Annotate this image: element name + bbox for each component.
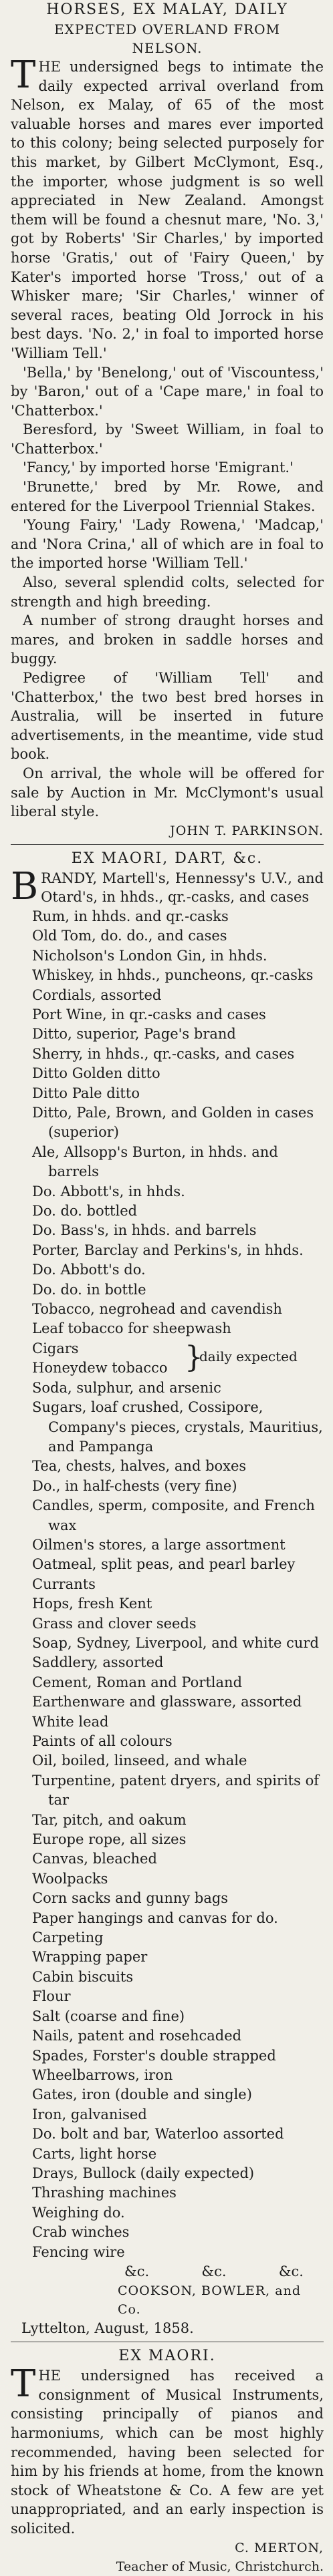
list-item: Do. Abbott's, in hhds. xyxy=(32,1183,185,1200)
list-item: Gates, iron (double and single) xyxy=(32,2086,252,2103)
list-item: Soda, sulphur, and arsenic xyxy=(32,1379,221,1396)
list-item: Canvas, bleached xyxy=(32,1851,157,1867)
horses-paragraph-4: 'Fancy,' by imported horse 'Emigrant.' xyxy=(23,459,294,476)
list-item: Sherry, in hhds., qr.-casks, and cases xyxy=(32,1045,295,1062)
list-item: Currants xyxy=(32,1576,96,1592)
dart-advertisement xyxy=(11,849,324,2338)
horses-paragraph-8: A number of strong draught horses and mares, and broken in saddle horses and buggy. xyxy=(11,612,324,667)
list-item: Salt (coarse and fine) xyxy=(32,2008,185,2024)
list-item: White lead xyxy=(32,1713,109,1730)
list-item: Earthenware and glassware, assorted xyxy=(32,1694,302,1710)
horses-paragraph-2: 'Bella,' by 'Benelong,' out of 'Viscountess,' by 'Baron,' out of a 'Cape mare,' in foal to 'Chatterbox.' xyxy=(11,364,324,419)
list-item: Ditto Golden ditto xyxy=(32,1065,160,1082)
list-item: Candles, sperm, composite, and French wax xyxy=(32,1497,315,1533)
list-item: Corn sacks and gunny bags xyxy=(32,1890,229,1907)
dart-dropcap: B xyxy=(11,864,39,908)
list-item: Cement, Roman and Portland xyxy=(32,1674,243,1690)
list-item: Do. bolt and bar, Waterloo assorted xyxy=(32,2126,284,2143)
list-item: Paints of all colours xyxy=(32,1733,173,1749)
list-item: Old Tom, do. do., and cases xyxy=(32,928,227,944)
list-item: Wrapping paper xyxy=(32,1949,148,1966)
horses-paragraph-3: Beresford, by 'Sweet William, in foal to 'Chatterbox.' xyxy=(11,421,324,457)
etc-mark: &c. xyxy=(278,2263,304,2279)
list-item: Nicholson's London Gin, in hhds. xyxy=(32,947,267,964)
list-item: Grass and clover seeds xyxy=(32,1615,197,1632)
horses-paragraph-6: 'Young Fairy,' 'Lady Rowena,' 'Madcap,' and 'Nora Crina,' all of which are in foal to the imported horse 'William Tell.' xyxy=(11,517,324,572)
horses-paragraph-9: Pedigree of 'William Tell' and 'Chatterbox,' the two best bred horses in Australia, will be inserted in future advertisements, in the meantime, vide stud book. xyxy=(11,670,324,763)
list-item: Crab winches xyxy=(32,2224,130,2241)
horses-paragraph-1: HE undersigned begs to intimate the daily expected arrival overland from Nelson, ex Malay, of 65 of the most valuable horses and mares ever imported to this colony; being selected purposely for this market, by Gilbert McClymont, Esq., the importer, whose judgment is so well appreciated in New Zealand. Amongst them will be found a chesnut mare, 'No. 3,' got by Roberts' 'Sir Charles,' by imported horse 'Gratis,' out of 'Fairy Queen,' by Kater's imported horse 'Tross,' out of a Whisker mare; 'Sir Charles,' winner of several races, beating Old Jorrock in his best days. 'No. 2,' in foal to imported horse 'William Tell.' xyxy=(11,59,324,361)
horses-paragraph-10: On arrival, the whole will be offered for sale by Auction in Mr. McClymont's usual liberal style. xyxy=(11,765,324,820)
list-item: Do. do. bottled xyxy=(32,1203,138,1220)
list-item: Nails, patent and rosehcaded xyxy=(32,2028,242,2044)
list-item: Flour xyxy=(32,1988,71,2005)
list-item: Carpeting xyxy=(32,1929,104,1946)
list-item: Wheelbarrows, iron xyxy=(32,2066,173,2083)
music-body-text: HE undersigned has received a consignment of Musical Instruments, consisting principally of pianos and harmoniums, which can be most highly recommended, having been selected for him by his friends at home, from the known stock of Wheatstone & Co. A few are yet unappropriated, and an early inspection is solicited. xyxy=(11,2368,324,2537)
list-item: Spades, Forster's double strapped xyxy=(32,2047,276,2064)
horses-title: HORSES, EX MALAY, DAILY xyxy=(46,1,288,18)
dart-dateline: Lyttelton, August, 1858. xyxy=(21,2320,194,2336)
list-item: Cordials, assorted xyxy=(32,986,162,1003)
list-item: Tobacco, negrohead and cavendish xyxy=(32,1301,282,1318)
list-item: Do. Abbott's do. xyxy=(32,1262,146,1278)
list-item: Hops, fresh Kent xyxy=(32,1596,152,1612)
horses-paragraph-7: Also, several splendid colts, selected for strength and high breeding. xyxy=(11,574,324,610)
brace-icon: } xyxy=(185,1340,203,1374)
etc-line xyxy=(11,2262,324,2281)
list-item: Woolpacks xyxy=(32,1870,108,1887)
dart-signature: COOKSON, BOWLER, and Co. xyxy=(118,2283,301,2317)
horses-advertisement xyxy=(11,0,324,840)
list-item: Drays, Bullock (daily expected) xyxy=(32,2165,255,2181)
list-item: Porter, Barclay and Perkins's, in hhds. xyxy=(32,1242,304,1258)
list-item: Weighing do. xyxy=(32,2204,125,2221)
list-item: Sugars, loaf crushed, Cossipore, Company's pieces, crystals, Mauritius, and Pampanga xyxy=(32,1399,323,1455)
etc-mark: &c. xyxy=(124,2263,150,2279)
list-item: Rum, in hhds. and qr.-casks xyxy=(32,908,229,924)
dart-title: EX MAORI, DART, &c. xyxy=(71,850,263,867)
list-item: Turpentine, patent dryers, and spirits of tar xyxy=(32,1772,319,1809)
list-item: Europe rope, all sizes xyxy=(32,1831,187,1848)
music-title: EX MAORI. xyxy=(118,2348,216,2365)
music-dropcap: T xyxy=(11,2362,36,2406)
list-item: Do., in half-chests (very fine) xyxy=(32,1477,237,1494)
list-item: Saddlery, assorted xyxy=(32,1654,164,1671)
list-item: Ditto, superior, Page's brand xyxy=(32,1026,236,1043)
list-item: Ditto, Pale, Brown, and Golden in cases (superior) xyxy=(32,1105,314,1141)
horses-place: NELSON. xyxy=(132,40,203,56)
horses-dropcap: T xyxy=(11,53,36,97)
music-advertisement xyxy=(11,2346,324,2575)
music-role: Teacher of Music, Christchurch. xyxy=(116,2559,324,2574)
horses-subtitle: EXPECTED OVERLAND FROM xyxy=(53,21,281,37)
dart-goods-list xyxy=(11,907,324,1339)
daily-expected-note: daily expected xyxy=(199,1348,298,1364)
list-item: Cigars xyxy=(32,1340,79,1356)
list-item: Honeydew tobacco xyxy=(32,1360,168,1376)
list-item: Port Wine, in qr.-casks and cases xyxy=(32,1006,266,1023)
dart-goods-list-continued xyxy=(11,1378,324,2262)
horses-signature: JOHN T. PARKINSON. xyxy=(170,823,324,838)
list-item: Ditto Pale ditto xyxy=(32,1085,140,1101)
dart-lead-paragraph xyxy=(11,864,324,908)
list-item: Soap, Sydney, Liverpool, and white curd xyxy=(32,1634,319,1651)
section-divider xyxy=(11,844,324,845)
list-item: Leaf tobacco for sheepwash xyxy=(32,1320,231,1337)
horses-intro-paragraph xyxy=(11,53,324,363)
horses-paragraph-5: 'Brunette,' bred by Mr. Rowe, and entered for the Liverpool Triennial Stakes. xyxy=(11,479,324,514)
etc-mark: &c. xyxy=(201,2263,227,2279)
music-signature: C. MERTON, xyxy=(235,2540,324,2555)
list-item: Whiskey, in hhds., puncheons, qr.-casks xyxy=(32,967,314,984)
list-item: Do. Bass's, in hhds. and barrels xyxy=(32,1222,257,1239)
list-item: Iron, galvanised xyxy=(32,2106,147,2123)
list-item: Paper hangings and canvas for do. xyxy=(32,1909,278,1926)
list-item: Ale, Allsopp's Burton, in hhds. and barrels xyxy=(32,1143,278,1180)
list-item: Oilmen's stores, a large assortment xyxy=(32,1536,286,1553)
list-item: Fencing wire xyxy=(32,2243,125,2260)
list-item: Do. do. in bottle xyxy=(32,1281,146,1298)
list-item: Tar, pitch, and oakum xyxy=(32,1811,187,1828)
list-item: Cabin biscuits xyxy=(32,1968,134,1985)
music-body-paragraph xyxy=(11,2362,324,2538)
daily-expected-group xyxy=(11,1339,324,1378)
list-item: Thrashing machines xyxy=(32,2185,177,2201)
list-item: Oatmeal, split peas, and pearl barley xyxy=(32,1556,296,1573)
dart-lead-text: RANDY, Martell's, Hennessy's U.V., and Otard's, in hhds., qr.-casks, and cases xyxy=(41,870,324,906)
list-item: Carts, light horse xyxy=(32,2145,157,2162)
list-item: Tea, chests, halves, and boxes xyxy=(32,1458,247,1475)
list-item: Oil, boiled, linseed, and whale xyxy=(32,1753,247,1769)
